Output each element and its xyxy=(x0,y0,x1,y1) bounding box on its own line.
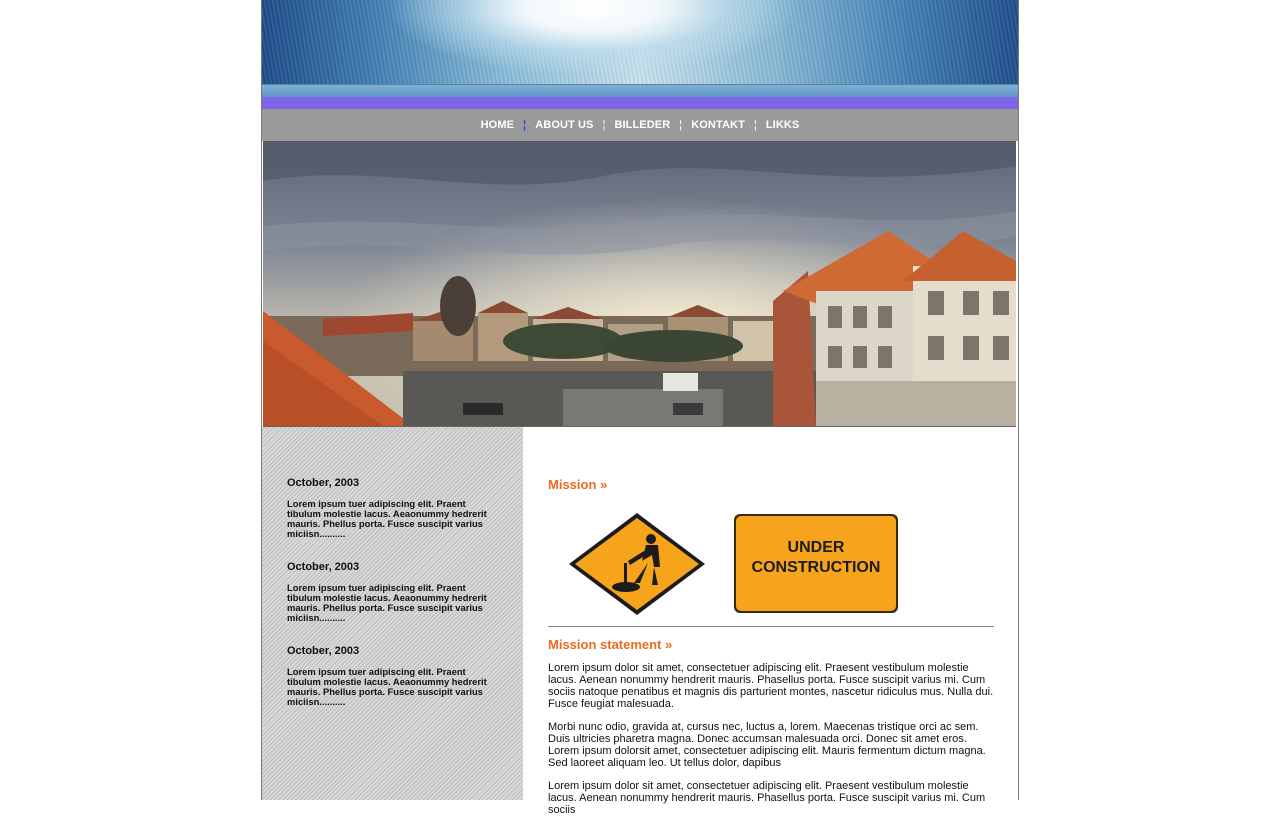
nav-separator: ¦ xyxy=(602,119,606,131)
hero-photo xyxy=(263,141,1016,427)
news-text: Lorem ipsum tuer adipiscing elit. Praent tibulum molestie lacus. Aeaonummy hedrerit mauris. Phellus porta. Fusce suscipit varius miciisn.......... xyxy=(287,666,487,707)
sign-text-construction: CONSTRUCTION xyxy=(751,559,881,576)
header-stripe-purple xyxy=(262,97,1018,109)
nav-bar xyxy=(262,109,1018,141)
nav-about-us[interactable]: ABOUT US xyxy=(535,119,594,131)
nav-separator: ¦ xyxy=(679,119,683,131)
nav-likks[interactable]: LIKKS xyxy=(765,119,800,131)
header-banner xyxy=(262,0,1018,85)
paragraph: Morbi nunc odio, gravida at, cursus nec, luctus a, lorem. Maecenas tristique orci ac sem. Duis ultricies pharetra magna. Donec accumsan malesuada orci. Donec sit amet eros. Lorem ipsum dolorsit amet, consectetuer adipiscing elit. Mauris fermentum dictum magna. Sed laoreet aliquam leo. Ut tellus dolor, dapibus xyxy=(548,721,986,769)
sign-text-under: UNDER xyxy=(787,539,845,556)
main-content xyxy=(548,427,994,816)
news-text: Lorem ipsum tuer adipiscing elit. Praent tibulum molestie lacus. Aeaonummy hedrerit mauris. Phellus porta. Fusce suscipit varius miciisn.......... xyxy=(287,582,487,623)
mission-statement-heading: Mission statement » xyxy=(548,637,673,652)
news-item xyxy=(287,561,492,623)
paragraph: Lorem ipsum dolor sit amet, consectetuer adipiscing elit. Praesent vestibulum molestie lacus. Aenean nonummy hendrerit mauris. Phasellus porta. Fusce suscipit varius mi. Cum sociis natoque penatibus et magnis dis parturient montes, nascetur ridiculus mus. Nulla dui. Fusce feugiat malesuada. xyxy=(548,662,994,710)
nav-billeder[interactable]: BILLEDER xyxy=(614,119,671,131)
nav-separator: ¦ xyxy=(523,119,527,131)
news-sidebar xyxy=(262,427,523,800)
content-divider xyxy=(548,626,994,627)
news-text: Lorem ipsum tuer adipiscing elit. Praent tibulum molestie lacus. Aeaonummy hedrerit mauris. Phellus porta. Fusce suscipit varius miciisn.......... xyxy=(287,498,487,539)
nav-home[interactable]: HOME xyxy=(480,119,515,131)
mission-heading: Mission » xyxy=(548,477,608,492)
news-item xyxy=(287,645,492,707)
nav-menu xyxy=(262,119,1018,131)
header-stripe-blue xyxy=(262,85,1018,97)
news-date: October, 2003 xyxy=(287,645,360,657)
news-date: October, 2003 xyxy=(287,477,360,489)
page-container xyxy=(261,0,1019,816)
town-rooftops-image xyxy=(263,141,1016,426)
under-construction-sign-icon xyxy=(733,503,900,616)
construction-images xyxy=(548,503,900,616)
nav-separator: ¦ xyxy=(753,119,757,131)
nav-kontakt[interactable]: KONTAKT xyxy=(691,119,745,131)
news-date: October, 2003 xyxy=(287,561,360,573)
paragraph: Lorem ipsum dolor sit amet, consectetuer adipiscing elit. Praesent vestibulum molestie lacus. Aenean nonummy hendrerit mauris. Phasellus porta. Fusce suscipit varius mi. Cum sociis xyxy=(548,780,986,816)
news-item xyxy=(287,477,492,539)
